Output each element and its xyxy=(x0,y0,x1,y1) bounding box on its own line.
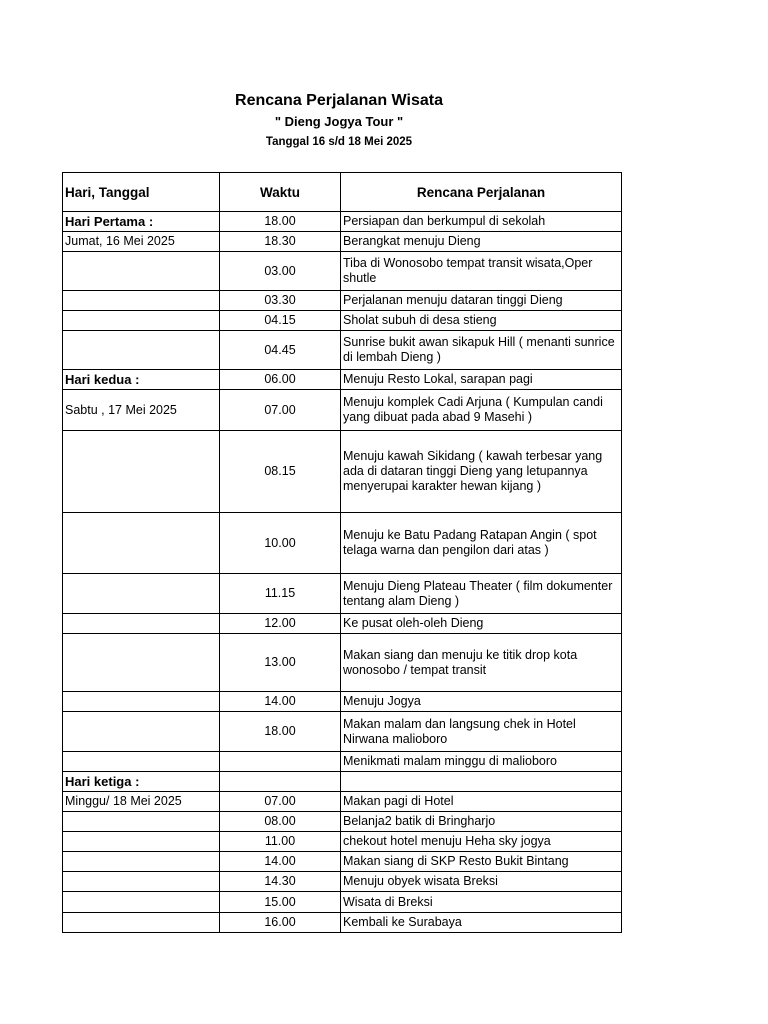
time-cell: 14.30 xyxy=(220,872,341,892)
plan-cell: Makan malam dan langsung chek in Hotel Nirwana malioboro xyxy=(341,712,622,752)
day-cell xyxy=(63,692,220,712)
time-cell: 06.00 xyxy=(220,370,341,390)
plan-cell: Menuju obyek wisata Breksi xyxy=(341,872,622,892)
table-row xyxy=(63,370,622,390)
time-cell: 03.30 xyxy=(220,291,341,311)
plan-cell: Menuju Dieng Plateau Theater ( film dokumenter tentang alam Dieng ) xyxy=(341,574,622,614)
table-row xyxy=(63,792,622,812)
plan-cell: Menuju ke Batu Padang Ratapan Angin ( spot telaga warna dan pengilon dari atas ) xyxy=(341,513,622,574)
time-cell: 14.00 xyxy=(220,692,341,712)
time-cell xyxy=(220,772,341,792)
time-cell: 07.00 xyxy=(220,792,341,812)
day-cell: Hari Pertama : xyxy=(63,212,220,232)
table-row xyxy=(63,812,622,832)
day-cell: Jumat, 16 Mei 2025 xyxy=(63,232,220,252)
time-cell: 08.00 xyxy=(220,812,341,832)
day-cell xyxy=(63,712,220,752)
day-cell: Hari kedua : xyxy=(63,370,220,390)
time-cell: 03.00 xyxy=(220,252,341,291)
table-row xyxy=(63,390,622,431)
table-row xyxy=(63,252,622,291)
day-cell xyxy=(63,311,220,331)
table-row xyxy=(63,692,622,712)
day-cell xyxy=(63,634,220,692)
time-cell: 11.15 xyxy=(220,574,341,614)
day-cell xyxy=(63,832,220,852)
time-cell: 10.00 xyxy=(220,513,341,574)
plan-cell: Kembali ke Surabaya xyxy=(341,913,622,933)
table-row xyxy=(63,872,622,892)
plan-cell: Menuju Resto Lokal, sarapan pagi xyxy=(341,370,622,390)
date-range: Tanggal 16 s/d 18 Mei 2025 xyxy=(265,136,413,148)
day-cell xyxy=(63,431,220,513)
plan-cell: Ke pusat oleh-oleh Dieng xyxy=(341,614,622,634)
table-row xyxy=(63,311,622,331)
day-cell xyxy=(63,513,220,574)
day-cell xyxy=(63,331,220,370)
day-cell xyxy=(63,913,220,933)
table-row xyxy=(63,892,622,913)
table-row xyxy=(63,852,622,872)
plan-cell: Menuju komplek Cadi Arjuna ( Kumpulan candi yang dibuat pada abad 9 Masehi ) xyxy=(341,390,622,431)
day-cell: Minggu/ 18 Mei 2025 xyxy=(63,792,220,812)
time-cell: 08.15 xyxy=(220,431,341,513)
plan-cell: Berangkat menuju Dieng xyxy=(341,232,622,252)
day-cell xyxy=(63,892,220,913)
table-row xyxy=(63,431,622,513)
time-cell: 11.00 xyxy=(220,832,341,852)
table-header-row xyxy=(63,173,622,212)
table-row xyxy=(63,712,622,752)
day-cell xyxy=(63,574,220,614)
table-row xyxy=(63,752,622,772)
plan-cell xyxy=(341,772,622,792)
time-cell: 13.00 xyxy=(220,634,341,692)
plan-cell: Tiba di Wonosobo tempat transit wisata,Oper shutle xyxy=(341,252,622,291)
table-row xyxy=(63,331,622,370)
page-title: Rencana Perjalanan Wisata xyxy=(235,92,443,109)
table-row xyxy=(63,772,622,792)
plan-cell: Makan siang di SKP Resto Bukit Bintang xyxy=(341,852,622,872)
header-day: Hari, Tanggal xyxy=(63,173,220,212)
table-row xyxy=(63,574,622,614)
table-row xyxy=(63,291,622,311)
plan-cell: Makan pagi di Hotel xyxy=(341,792,622,812)
plan-cell: Menuju kawah Sikidang ( kawah terbesar yang ada di dataran tinggi Dieng yang letupannya menyerupai karakter hewan kijang ) xyxy=(341,431,622,513)
itinerary-table xyxy=(62,172,622,933)
day-cell xyxy=(63,812,220,832)
time-cell: 14.00 xyxy=(220,852,341,872)
time-cell xyxy=(220,752,341,772)
table-row xyxy=(63,212,622,232)
table-row xyxy=(63,232,622,252)
plan-cell: Menikmati malam minggu di malioboro xyxy=(341,752,622,772)
day-cell: Hari ketiga : xyxy=(63,772,220,792)
table-row xyxy=(63,634,622,692)
plan-cell: chekout hotel menuju Heha sky jogya xyxy=(341,832,622,852)
header-plan: Rencana Perjalanan xyxy=(341,173,622,212)
day-cell xyxy=(63,252,220,291)
plan-cell: Sunrise bukit awan sikapuk Hill ( menanti sunrice di lembah Dieng ) xyxy=(341,331,622,370)
plan-cell: Persiapan dan berkumpul di sekolah xyxy=(341,212,622,232)
plan-cell: Perjalanan menuju dataran tinggi Dieng xyxy=(341,291,622,311)
time-cell: 18.00 xyxy=(220,212,341,232)
plan-cell: Wisata di Breksi xyxy=(341,892,622,913)
time-cell: 12.00 xyxy=(220,614,341,634)
day-cell xyxy=(63,752,220,772)
table-row xyxy=(63,832,622,852)
header-time: Waktu xyxy=(220,173,341,212)
table-row xyxy=(63,513,622,574)
plan-cell: Belanja2 batik di Bringharjo xyxy=(341,812,622,832)
day-cell xyxy=(63,852,220,872)
time-cell: 18.30 xyxy=(220,232,341,252)
day-cell xyxy=(63,291,220,311)
plan-cell: Makan siang dan menuju ke titik drop kota wonosobo / tempat transit xyxy=(341,634,622,692)
day-cell xyxy=(63,872,220,892)
plan-cell: Menuju Jogya xyxy=(341,692,622,712)
table-row xyxy=(63,614,622,634)
table-row xyxy=(63,913,622,933)
time-cell: 15.00 xyxy=(220,892,341,913)
plan-cell: Sholat subuh di desa stieng xyxy=(341,311,622,331)
time-cell: 04.15 xyxy=(220,311,341,331)
time-cell: 04.45 xyxy=(220,331,341,370)
page-subtitle: " Dieng Jogya Tour " xyxy=(274,114,404,129)
day-cell: Sabtu , 17 Mei 2025 xyxy=(63,390,220,431)
time-cell: 07.00 xyxy=(220,390,341,431)
day-cell xyxy=(63,614,220,634)
time-cell: 16.00 xyxy=(220,913,341,933)
time-cell: 18.00 xyxy=(220,712,341,752)
